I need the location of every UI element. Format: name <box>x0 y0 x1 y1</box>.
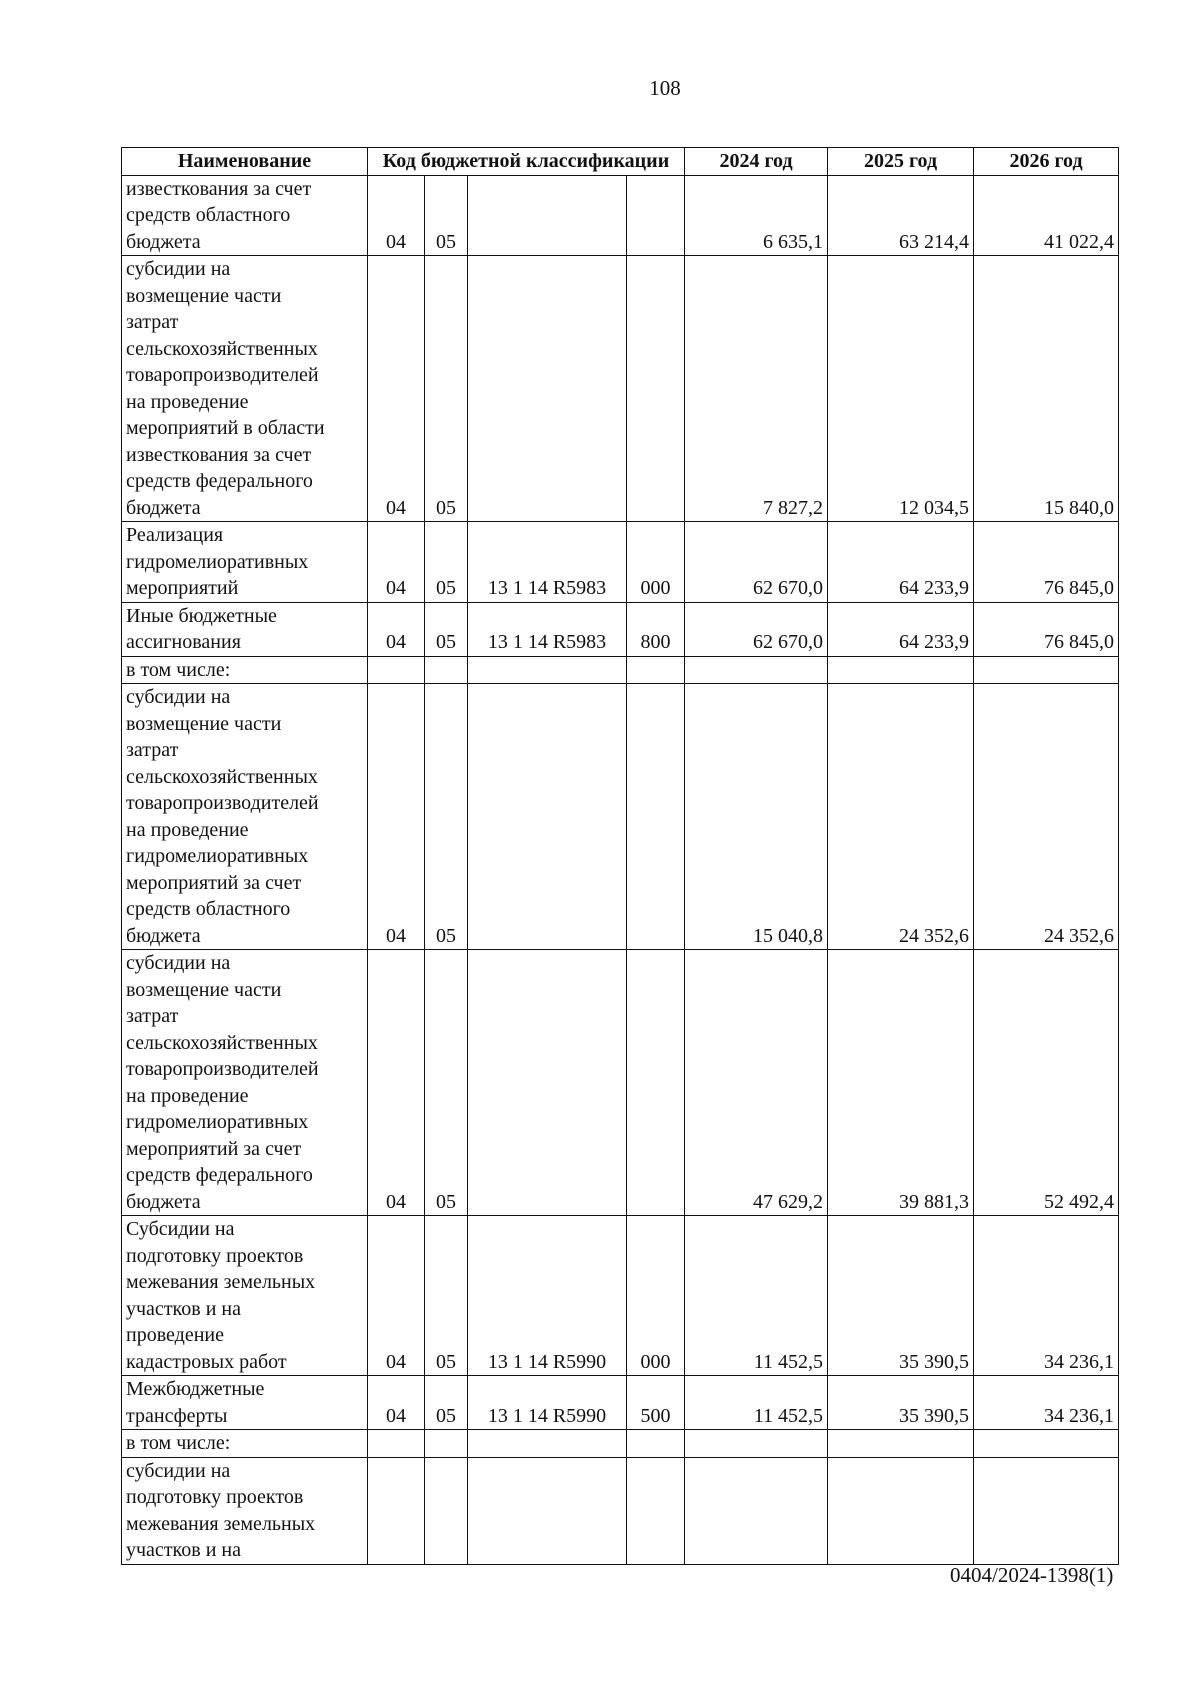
amount-2026: 34 236,1 <box>974 1216 1119 1376</box>
table-header-row <box>122 148 1119 176</box>
podrazdel-code: 05 <box>425 1216 468 1376</box>
expense-type-code: 500 <box>627 1376 685 1430</box>
table-row <box>122 1430 1119 1458</box>
table-row <box>122 1457 1119 1564</box>
expense-type-code <box>627 1430 685 1458</box>
amount-2026: 24 352,6 <box>974 684 1119 950</box>
table-row <box>122 256 1119 522</box>
table-row <box>122 656 1119 684</box>
row-name: Иные бюджетные ассигнования <box>122 602 368 656</box>
expense-type-code: 800 <box>627 602 685 656</box>
expense-type-code: 000 <box>627 1216 685 1376</box>
row-name: субсидии на возмещение части затрат сельскохозяйственных товаропроизводителей на проведение мероприятий в области известкования за счет средств федерального бюджета <box>122 256 368 522</box>
target-article-code <box>468 656 627 684</box>
budget-table <box>121 147 1119 1565</box>
amount-2026: 41 022,4 <box>974 175 1119 256</box>
podrazdel-code <box>425 1457 468 1564</box>
podrazdel-code: 05 <box>425 1376 468 1430</box>
podrazdel-code <box>425 656 468 684</box>
amount-2024: 11 452,5 <box>685 1216 828 1376</box>
amount-2026 <box>974 1430 1119 1458</box>
row-name: Субсидии на подготовку проектов межевания земельных участков и на проведение кадастровых работ <box>122 1216 368 1376</box>
razdel-code: 04 <box>368 684 425 950</box>
podrazdel-code <box>425 1430 468 1458</box>
target-article-code <box>468 684 627 950</box>
expense-type-code <box>627 656 685 684</box>
row-name: субсидии на возмещение части затрат сельскохозяйственных товаропроизводителей на проведение гидромелиоративных мероприятий за счет средств областного бюджета <box>122 684 368 950</box>
amount-2025: 39 881,3 <box>828 950 974 1216</box>
target-article-code <box>468 256 627 522</box>
header-2026: 2026 год <box>974 148 1119 176</box>
table-row <box>122 950 1119 1216</box>
header-name: Наименование <box>122 148 368 176</box>
razdel-code: 04 <box>368 1376 425 1430</box>
razdel-code <box>368 1430 425 1458</box>
amount-2026: 34 236,1 <box>974 1376 1119 1430</box>
expense-type-code <box>627 684 685 950</box>
razdel-code: 04 <box>368 602 425 656</box>
amount-2024 <box>685 1430 828 1458</box>
table-row <box>122 684 1119 950</box>
podrazdel-code: 05 <box>425 684 468 950</box>
table-row <box>122 522 1119 603</box>
header-2025: 2025 год <box>828 148 974 176</box>
amount-2026 <box>974 1457 1119 1564</box>
amount-2026: 52 492,4 <box>974 950 1119 1216</box>
amount-2026: 76 845,0 <box>974 602 1119 656</box>
target-article-code: 13 1 14 R5990 <box>468 1376 627 1430</box>
row-name: субсидии на возмещение части затрат сельскохозяйственных товаропроизводителей на проведение гидромелиоративных мероприятий за счет средств федерального бюджета <box>122 950 368 1216</box>
amount-2026: 76 845,0 <box>974 522 1119 603</box>
target-article-code: 13 1 14 R5990 <box>468 1216 627 1376</box>
amount-2026 <box>974 656 1119 684</box>
amount-2025: 64 233,9 <box>828 602 974 656</box>
row-name: известкования за счет средств областного бюджета <box>122 175 368 256</box>
razdel-code: 04 <box>368 175 425 256</box>
row-name: в том числе: <box>122 656 368 684</box>
razdel-code: 04 <box>368 1216 425 1376</box>
table-body <box>122 175 1119 1564</box>
table-row <box>122 175 1119 256</box>
table-row <box>122 1216 1119 1376</box>
amount-2025: 63 214,4 <box>828 175 974 256</box>
amount-2025: 35 390,5 <box>828 1216 974 1376</box>
podrazdel-code: 05 <box>425 950 468 1216</box>
amount-2024: 6 635,1 <box>685 175 828 256</box>
razdel-code <box>368 1457 425 1564</box>
target-article-code <box>468 175 627 256</box>
amount-2024 <box>685 1457 828 1564</box>
amount-2025: 12 034,5 <box>828 256 974 522</box>
header-budget-code <box>368 148 685 176</box>
amount-2025 <box>828 1457 974 1564</box>
amount-2024: 47 629,2 <box>685 950 828 1216</box>
amount-2025: 64 233,9 <box>828 522 974 603</box>
podrazdel-code: 05 <box>425 602 468 656</box>
podrazdel-code: 05 <box>425 175 468 256</box>
razdel-code: 04 <box>368 256 425 522</box>
row-name: Реализация гидромелиоративных мероприятий <box>122 522 368 603</box>
amount-2025 <box>828 656 974 684</box>
amount-2026: 15 840,0 <box>974 256 1119 522</box>
expense-type-code <box>627 1457 685 1564</box>
amount-2024: 62 670,0 <box>685 602 828 656</box>
amount-2024: 11 452,5 <box>685 1376 828 1430</box>
amount-2025 <box>828 1430 974 1458</box>
row-name: в том числе: <box>122 1430 368 1458</box>
table-row <box>122 602 1119 656</box>
podrazdel-code: 05 <box>425 522 468 603</box>
target-article-code <box>468 1457 627 1564</box>
expense-type-code <box>627 950 685 1216</box>
target-article-code <box>468 1430 627 1458</box>
expense-type-code <box>627 256 685 522</box>
target-article-code: 13 1 14 R5983 <box>468 522 627 603</box>
amount-2025: 35 390,5 <box>828 1376 974 1430</box>
amount-2025: 24 352,6 <box>828 684 974 950</box>
header-2024: 2024 год <box>685 148 828 176</box>
row-name: Межбюджетные трансферты <box>122 1376 368 1430</box>
podrazdel-code: 05 <box>425 256 468 522</box>
amount-2024: 7 827,2 <box>685 256 828 522</box>
expense-type-code: 000 <box>627 522 685 603</box>
amount-2024: 62 670,0 <box>685 522 828 603</box>
table-row <box>122 1376 1119 1430</box>
target-article-code: 13 1 14 R5983 <box>468 602 627 656</box>
header-budget-code-label: Код бюджетной классификации <box>382 150 670 172</box>
razdel-code: 04 <box>368 950 425 1216</box>
row-name: субсидии на подготовку проектов межевания земельных участков и на <box>122 1457 368 1564</box>
amount-2024: 15 040,8 <box>685 684 828 950</box>
razdel-code <box>368 656 425 684</box>
amount-2024 <box>685 656 828 684</box>
target-article-code <box>468 950 627 1216</box>
razdel-code: 04 <box>368 522 425 603</box>
document-code: 0404/2024-1398(1) <box>950 1563 1114 1587</box>
page-number: 108 <box>649 76 681 100</box>
expense-type-code <box>627 175 685 256</box>
